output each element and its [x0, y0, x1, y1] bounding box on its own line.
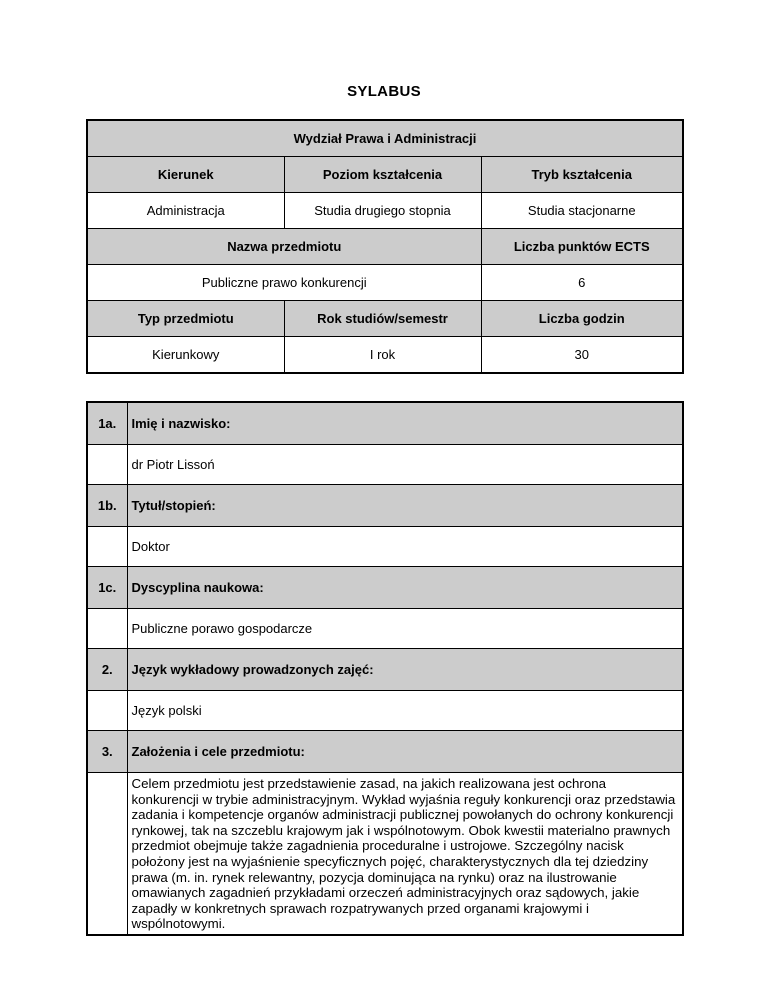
- education-level-value: Studia drugiego stopnia: [284, 193, 481, 229]
- faculty-header: Wydział Prawa i Administracji: [87, 120, 683, 157]
- year-semester-header: Rok studiów/semestr: [284, 301, 481, 337]
- section-label: Imię i nazwisko:: [127, 402, 683, 445]
- document-title: SYLABUS: [347, 83, 421, 100]
- section-label: Założenia i cele przedmiotu:: [127, 731, 683, 773]
- discipline-value: Publiczne porawo gospodarcze: [127, 609, 683, 649]
- section-number: 2.: [87, 649, 127, 691]
- academic-title-value: Doktor: [127, 527, 683, 567]
- course-goals-text: Celem przedmiotu jest przedstawienie zasad, na jakich realizowana jest ochrona konkurencji w trybie administracyjnym. Wykład wyjaśnia reguły konkurencji oraz przedstawia zadania i kompetencje organów administracji publicznej powołanych do ochrony konkurencji rynkowej, tak na szczeblu krajowym jak i wspólnotowym. Obok kwestii materialno prawnych przedmiot obejmuje także zagadnienia proceduralne i ustrojowe. Szczególny nacisk położony jest na wyjaśnienie specyficznych pojęć, charakterystycznych dla tej dziedziny prawa (m. in. rynek relewantny, pozycja dominująca na rynku) oraz na ilustrowanie omawianych zagadnień przykładami orzeczeń administracyjnych oraz sądowych, jakie zapadły w konkretnych sprawach rozpatrywanych przed organami krajowymi i wspólnotowymi.: [127, 773, 683, 935]
- course-type-header: Typ przedmiotu: [87, 301, 284, 337]
- section-number-spacer: [87, 609, 127, 649]
- lecturer-name-value: dr Piotr Lissoń: [127, 445, 683, 485]
- section-number-spacer: [87, 691, 127, 731]
- syllabus-sections-table: [86, 401, 684, 936]
- section-label: Tytuł/stopień:: [127, 485, 683, 527]
- study-mode-value: Studia stacjonarne: [481, 193, 683, 229]
- section-number: 1b.: [87, 485, 127, 527]
- section-label: Dyscyplina naukowa:: [127, 567, 683, 609]
- ects-header: Liczba punktów ECTS: [481, 229, 683, 265]
- year-semester-value: I rok: [284, 337, 481, 374]
- education-level-header: Poziom kształcenia: [284, 157, 481, 193]
- section-number: 3.: [87, 731, 127, 773]
- course-info-table: [86, 119, 684, 374]
- course-name-header: Nazwa przedmiotu: [87, 229, 481, 265]
- section-number-spacer: [87, 527, 127, 567]
- section-label: Język wykładowy prowadzonych zajęć:: [127, 649, 683, 691]
- section-number: 1a.: [87, 402, 127, 445]
- section-number-spacer: [87, 773, 127, 935]
- section-number: 1c.: [87, 567, 127, 609]
- section-number-spacer: [87, 445, 127, 485]
- hours-value: 30: [481, 337, 683, 374]
- language-value: Język polski: [127, 691, 683, 731]
- field-of-study-value: Administracja: [87, 193, 284, 229]
- course-type-value: Kierunkowy: [87, 337, 284, 374]
- course-name-value: Publiczne prawo konkurencji: [87, 265, 481, 301]
- study-mode-header: Tryb kształcenia: [481, 157, 683, 193]
- field-of-study-header: Kierunek: [87, 157, 284, 193]
- ects-value: 6: [481, 265, 683, 301]
- hours-header: Liczba godzin: [481, 301, 683, 337]
